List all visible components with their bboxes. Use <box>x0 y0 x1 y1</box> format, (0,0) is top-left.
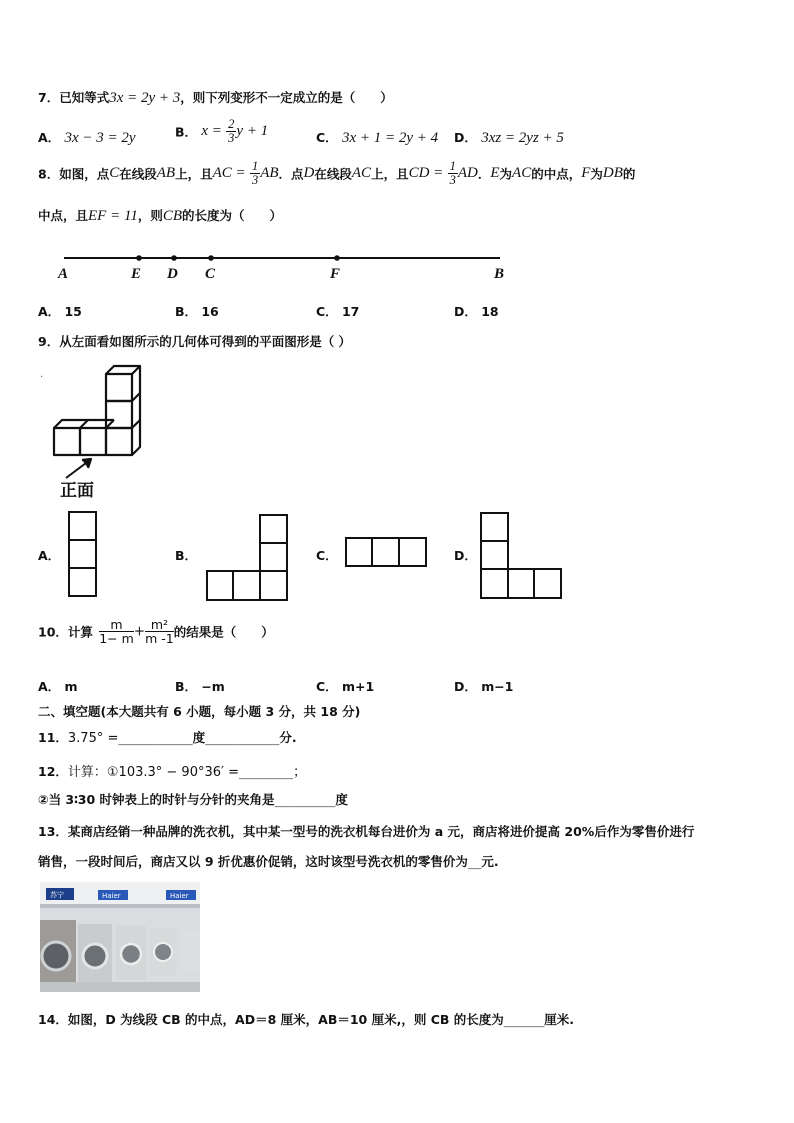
q10-option-c <box>316 677 374 695</box>
q10-frac1-num: m <box>99 618 134 632</box>
q8-segment-diagram <box>0 240 794 300</box>
q8-frac2-num: 1 <box>449 159 456 173</box>
q7-b-frac-num: 2 <box>228 117 235 131</box>
square <box>260 543 287 571</box>
q10-option-b-label: B． <box>175 679 198 694</box>
washer-body <box>180 930 200 972</box>
q8-option-b <box>175 302 219 320</box>
q7-b-frac-den: 3 <box>228 131 235 146</box>
q13-blank[interactable]: __ <box>467 854 482 870</box>
q7-option-d-label: D． <box>454 130 477 145</box>
q10-option-d <box>454 677 513 695</box>
washer-door <box>154 943 172 961</box>
square <box>481 569 508 598</box>
q14-text-post: 厘米. <box>544 1012 574 1027</box>
q10-frac2-num: m² <box>145 618 174 632</box>
q11-value: 3.75° = <box>67 731 119 746</box>
q8-var: C <box>109 165 120 182</box>
q10-stem <box>38 618 274 645</box>
q8-text: 为 <box>499 166 513 182</box>
q10-frac1-den: 1− m <box>99 631 134 647</box>
q9-option-c-figure <box>342 534 432 574</box>
q9-option-b-figure <box>204 512 304 607</box>
photo-floor <box>40 982 200 992</box>
brand-sign-text-2: Haier <box>170 892 189 900</box>
q9-option-a-label: A． <box>38 548 61 563</box>
speck: · <box>40 372 44 383</box>
q8-text: 的 <box>622 166 636 182</box>
q13-line1-text: 某商店经销一种品牌的洗衣机，其中某一型号的洗衣机每台进价为 a 元，商店将进价提高 20%后作为零售价进行 <box>67 824 695 839</box>
q7-option-a <box>38 128 136 147</box>
q10-fraction-1 <box>99 618 134 645</box>
q8-option-d-text: 18 <box>481 304 499 319</box>
q8-text: 的中点， <box>531 166 582 182</box>
q8-frac1-num: 1 <box>251 159 259 173</box>
cube-front <box>80 428 106 455</box>
square <box>534 569 561 598</box>
q12-line2-text: ②当 3∶30 时钟表上的时针与分针的夹角是 <box>38 792 275 807</box>
point-d-label: D <box>167 266 178 282</box>
q7-number: 7． <box>38 90 60 105</box>
cube-front <box>106 374 132 401</box>
q9-stem <box>38 332 351 350</box>
q8-frac2-den: 3 <box>449 173 456 188</box>
cube-top-edge <box>80 420 88 428</box>
q7-option-c-label: C． <box>316 130 338 145</box>
q14-text: 如图，D 为线段 CB 的中点，AD＝8 厘米，AB＝10 厘米,，则 CB 的长度为 <box>67 1012 504 1027</box>
q8-var: AC <box>351 165 372 182</box>
q8-text: 中点，且 <box>38 208 89 223</box>
point-d-dot <box>171 255 177 261</box>
q11-number: 11． <box>38 730 68 745</box>
q8-option-d <box>454 302 499 320</box>
q12-line2 <box>38 790 348 808</box>
q9-solid-figure <box>38 360 168 500</box>
q10-option-d-text: m−1 <box>481 679 514 694</box>
q8-text: 上，且 <box>175 166 213 182</box>
q8-var: AC = <box>212 165 246 182</box>
q10-option-d-label: D． <box>454 679 477 694</box>
q7-option-b-pre: x = <box>201 123 222 140</box>
q8-var: CB <box>162 208 183 224</box>
cube-side-edge <box>132 366 140 455</box>
q8-text: 上，且 <box>371 166 409 182</box>
q12-blank1[interactable]: ________ <box>239 764 293 780</box>
q8-text: 在线段 <box>119 166 157 182</box>
q8-var: AB <box>260 165 279 182</box>
cube-side-edge <box>132 393 140 401</box>
square <box>69 540 96 568</box>
q8-frac1-den: 3 <box>251 173 259 188</box>
cube-top-face <box>106 366 140 374</box>
q7-option-b-fraction <box>226 118 236 145</box>
q11-unit2: 分. <box>279 730 297 745</box>
q9-option-d-figure <box>478 510 578 605</box>
q8-option-d-label: D． <box>454 304 477 319</box>
q9-option-a-figure <box>66 510 106 600</box>
washer-door <box>42 942 70 970</box>
q13-line2-post: 元. <box>481 854 499 869</box>
q8-var: AD <box>457 165 478 182</box>
q10-option-c-label: C． <box>316 679 338 694</box>
q8-line2 <box>38 206 282 225</box>
q11 <box>38 728 297 746</box>
q12-number: 12． <box>38 764 68 779</box>
store-sign-text: 苏宁 <box>50 891 64 899</box>
q7-stem-post: ，则下列变形不一定成立的是（ ） <box>180 90 393 105</box>
square <box>481 541 508 569</box>
q8-var: F <box>581 165 591 182</box>
square <box>346 538 372 566</box>
square <box>372 538 399 566</box>
cube-top-edge <box>106 420 114 428</box>
q12-line1-post: ； <box>293 764 307 780</box>
q7-stem-pre: 已知等式 <box>59 90 110 105</box>
q8-fraction-1 <box>250 160 260 187</box>
washer-door <box>121 944 141 964</box>
q7-option-b <box>175 118 268 145</box>
q13-number: 13． <box>38 824 68 839</box>
q8-option-c <box>316 302 359 320</box>
photo-shelf <box>40 904 200 908</box>
front-label: 正面 <box>60 481 94 500</box>
q11-blank-minutes[interactable]: ___________ <box>205 730 280 746</box>
q10-number: 10． <box>38 624 68 640</box>
q9-option-d-label: D． <box>454 548 477 563</box>
q8-var: DB <box>602 165 623 182</box>
q7-stem <box>38 88 393 107</box>
q8-text: 如图，点 <box>59 166 110 182</box>
brand-sign-text: Haier <box>102 892 121 900</box>
q8-var: EF = 11 <box>88 208 138 224</box>
q8-number: 8． <box>38 166 60 182</box>
q7-option-d-text: 3xz = 2yz + 5 <box>481 130 564 146</box>
q8-text: 为 <box>590 166 603 182</box>
section2-title: 二、填空题(本大题共有 6 小题，每小题 3 分，共 18 分) <box>38 704 361 719</box>
q10-option-c-text: m+1 <box>341 679 375 694</box>
q8-text: ．点 <box>278 166 304 182</box>
square <box>508 569 534 598</box>
q11-blank-degrees[interactable]: ___________ <box>118 730 193 746</box>
q9-stem-text: 从左面看如图所示的几何体可得到的平面图形是（ ） <box>59 334 352 349</box>
q10-frac2-den: m -1 <box>145 631 174 647</box>
q12-line1 <box>38 760 307 780</box>
point-f-dot <box>334 255 340 261</box>
point-c-dot <box>208 255 214 261</box>
q12-blank2[interactable]: _________ <box>274 792 336 808</box>
q8-var: D <box>303 165 315 182</box>
front-arrow-head <box>82 459 91 468</box>
q13-line2 <box>38 852 499 870</box>
point-c-label: C <box>205 266 216 282</box>
q12-line1-text: 计算：①103.3° − 90°36′ = <box>67 765 239 780</box>
q7-equation: 3x = 2y + 3 <box>109 90 181 106</box>
q8-option-a-text: 15 <box>64 304 82 319</box>
q7-option-b-post: y + 1 <box>236 123 269 140</box>
q13-line2-text: 销售，一段时间后，商店又以 9 折优惠价促销，这时该型号洗衣机的零售价为 <box>38 854 468 869</box>
q7-option-d <box>454 128 564 147</box>
point-f-label: F <box>330 266 341 282</box>
washer-door <box>83 944 107 968</box>
square <box>399 538 426 566</box>
q8-option-b-text: 16 <box>201 304 219 319</box>
q9-option-b-label: B． <box>175 548 198 563</box>
point-e-dot <box>136 255 142 261</box>
cube-front <box>106 428 132 455</box>
point-b-label: B <box>494 266 505 282</box>
q8-option-c-label: C． <box>316 304 338 319</box>
point-a-label: A <box>58 266 69 282</box>
point-e-label: E <box>131 266 142 282</box>
q8-text: ． <box>477 166 491 182</box>
washing-machine-photo <box>40 882 200 992</box>
q7-option-c-text: 3x + 1 = 2y + 4 <box>341 130 439 146</box>
q8-line1 <box>38 160 635 187</box>
q14 <box>38 1010 574 1028</box>
q8-text: 在线段 <box>314 166 352 182</box>
q13-line1 <box>38 822 694 840</box>
q8-var: AB <box>156 165 176 182</box>
q7-option-b-label: B． <box>175 124 198 140</box>
q8-option-a <box>38 302 82 320</box>
q8-option-a-label: A． <box>38 304 61 319</box>
q8-var: E <box>490 165 500 182</box>
square <box>233 571 260 600</box>
washing-machine-photo-art <box>40 882 200 992</box>
q9-option-c-label: C． <box>316 548 338 563</box>
q10-fraction-2 <box>145 618 174 645</box>
q10-option-a-label: A． <box>38 679 61 694</box>
q10-option-b <box>175 677 225 695</box>
q10-plus: + <box>133 623 146 640</box>
q7-option-c <box>316 128 438 147</box>
square <box>69 568 96 596</box>
q8-fraction-2 <box>448 160 458 187</box>
square <box>207 571 233 600</box>
q10-option-a <box>38 677 78 695</box>
q8-text: 的长度为（ ） <box>182 208 283 223</box>
square <box>260 515 287 543</box>
cube-front <box>54 428 80 455</box>
cube-side-edge <box>132 420 140 428</box>
q9-number: 9． <box>38 334 60 349</box>
q10-option-b-text: −m <box>201 679 225 694</box>
q7-option-a-label: A． <box>38 130 61 145</box>
q11-unit1: 度 <box>192 730 206 745</box>
q8-text: ，则 <box>137 208 163 223</box>
q10-stem-post: 的结果是（ ） <box>173 624 274 640</box>
q14-number: 14． <box>38 1012 68 1027</box>
q14-blank[interactable]: ______ <box>503 1012 545 1028</box>
q12-line2-post: 度 <box>335 792 348 807</box>
square <box>260 571 287 600</box>
q8-option-b-label: B． <box>175 304 198 319</box>
q8-var: AC <box>512 165 532 182</box>
square <box>481 513 508 541</box>
q7-option-a-text: 3x − 3 = 2y <box>64 130 136 146</box>
q10-stem-pre: 计算 <box>67 624 93 640</box>
q8-option-c-text: 17 <box>341 304 360 319</box>
square <box>69 512 96 540</box>
q8-var: CD = <box>408 165 444 182</box>
q10-option-a-text: m <box>64 679 78 694</box>
